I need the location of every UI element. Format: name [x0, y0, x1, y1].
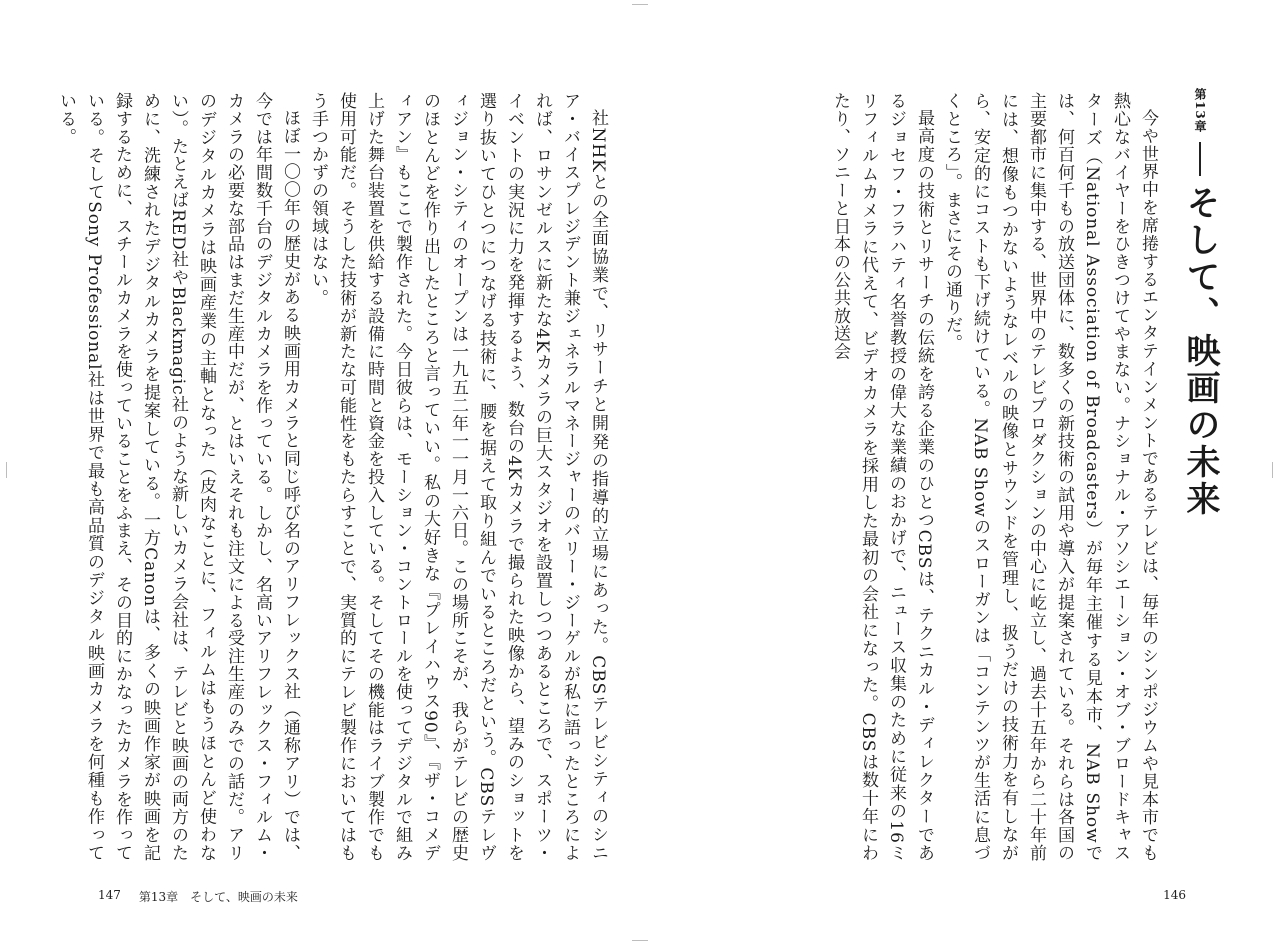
- left-footer: [98, 888, 298, 905]
- crop-mark: [1272, 462, 1273, 478]
- right-footer: [1163, 888, 1186, 902]
- paragraph: ほぼ一〇〇年の歴史がある映画用カメラと同じ呼び名のアリフレックス社（通称アリ）では、今では年間数千台のデジタルカメラを作っている。しかし、名高いアリフレックス・フィルム・カメラの必要な部品はまだ生産中だが、とはいえそれも注文による受注生産のみでの話だ。アリのデジタルカメラは映画産業の主軸となった（皮肉なことに、フィルムはもうほとんど使わない）。たとえばRED社やBlackmagic社のような新しいカメラ会社は、テレビと映画の両方のために、洗練されたデジタルカメラを提案している。一方Canonは、多くの映画作家が映画を記録するために、スチールカメラを使っていることをふまえ、その目的にかなったカメラを作っている。そしてSony Professional社は世界で最も高品質のデジタル映画カメラを何種も作っている。: [56, 92, 300, 862]
- chapter-rule: [1199, 142, 1201, 176]
- left-page-body: [56, 92, 612, 862]
- page-number: 147: [98, 888, 121, 902]
- crop-mark: [632, 4, 648, 5]
- paragraph: 最高度の技術とリサーチの伝統を誇る企業のひとつCBSは、テクニカル・ディレクターであるジョセフ・フラハティ名誉教授の偉大な業績のおかげで、ニュース収集のために従来の16ミリフィルムカメラに代えて、ビデオカメラを採用した最初の会社になった。CBSは数十年にわたり、ソニーと日本の公共放送会: [830, 92, 934, 862]
- page-number: 146: [1163, 888, 1186, 902]
- right-page: [640, 0, 1280, 947]
- running-head: 第13章 そして、映画の未来: [138, 890, 298, 904]
- paragraph: 今や世界中を席捲するエンタテインメントであるテレビは、毎年のシンポジウムや見本市でも熱心なバイヤーをひきつけてやまない。ナショナル・アソシエーション・オブ・ブロードキャスターズ（National Association of Broadcasters）が毎年主催する見本市、NAB Showでは、何百何千もの放送団体に、数多くの新技術の試用や導入が提案されている。それらは各国の主要都市に集中する、世界中のテレビプロダクションの中心に屹立し、過去十五年から二十年前には、想像もつかないようなレベルの映像とサウンドを管理し、扱うだけの技術力を有しながら、安定的にコストも下げ続けている。NAB Showのスローガンは「コンテンツが生活に息づくところ」。まさにその通りだ。: [942, 92, 1158, 862]
- crop-mark: [632, 940, 648, 941]
- crop-mark: [6, 462, 7, 478]
- chapter-heading: [1180, 88, 1220, 518]
- paragraph: 社NHKとの全面協業で、リサーチと開発の指導的立場にあった。CBSテレビシティのシニア・バイスプレジデント兼ジェネラルマネージャーのバリー・ジーゲルが私に語ったところによれば、ロサンゼルスに新たな4Kカメラの巨大スタジオを設置しつつあるところで、スポーツ・イベントの実況に力を発揮するよう、数台の4Kカメラで撮られた映像から、望みのショットを選り抜いてひとつにつなげる技術に、腰を据えて取り組んでいるところだという。CBSテレヴィジョン・シティのオープンは一九五二年一一月一六日。この場所こそが、我らがテレビの歴史のほとんどを作り出したところと言っていい。私の大好きな『プレイハウス90』、『ザ・コメディアン』もここで製作された。今日彼らは、モーション・コントロールを使ってデジタルで組み上げた舞台装置を供給する設備に時間と資金を投入している。そしてその機能はライブ製作でも使用可能だ。そうした技術が新たな可能性をもたらすことで、実質的にテレビ製作においてはもう手つかずの領域はない。: [308, 92, 608, 862]
- right-page-body: [832, 92, 1162, 862]
- chapter-label: 第13章: [1193, 88, 1207, 133]
- chapter-title: そして、映画の未来: [1180, 184, 1220, 518]
